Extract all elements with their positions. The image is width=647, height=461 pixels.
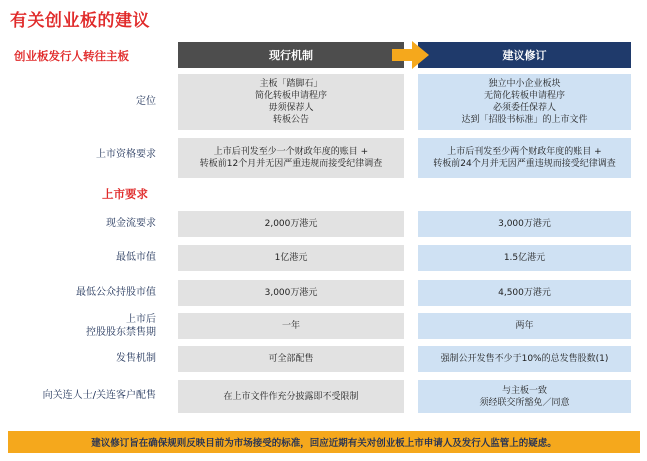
cell-current-offering-mechanism: 可全部配售 — [178, 346, 404, 372]
row-label-offering-mechanism: 发售机制 — [116, 353, 156, 364]
cell-proposed-eligibility: 上市后刊发至少两个财政年度的账目 + 转板前24个月并无因严重违规而接受纪律调查 — [418, 138, 631, 178]
row-label-eligibility: 上市资格要求 — [96, 149, 156, 160]
cell-current-cash-flow: 2,000万港元 — [178, 211, 404, 237]
row-label-positioning: 定位 — [136, 96, 156, 107]
header-current-mechanism: 现行机制 — [178, 42, 404, 68]
row-label-cash-flow: 现金流要求 — [106, 218, 156, 229]
page-title: 有关创业板的建议 — [10, 11, 150, 31]
cell-proposed-public-float: 4,500万港元 — [418, 280, 631, 306]
arrow-right-icon — [392, 40, 430, 70]
cell-proposed-min-market-cap: 1.5亿港元 — [418, 245, 631, 271]
row-label-public-float: 最低公众持股市值 — [76, 287, 156, 298]
cell-proposed-connected-placement: 与主板一致 须经联交所豁免／同意 — [418, 380, 631, 413]
row-label-connected-placement: 向关连人士/关连客户配售 — [42, 390, 156, 401]
section-subtitle: 创业板发行人转往主板 — [14, 49, 129, 63]
cell-current-eligibility: 上市后刊发至少一个财政年度的账目 + 转板前12个月并无因严重违规而接受纪律调查 — [178, 138, 404, 178]
footer-note: 建议修订旨在确保规则反映目前为市场接受的标准，回应近期有关对创业板上市申请人及发行人监管上的疑虑。 — [8, 431, 640, 453]
cell-current-lockup-period: 一年 — [178, 313, 404, 339]
cell-proposed-cash-flow: 3,000万港元 — [418, 211, 631, 237]
row-label-lockup-period: 上市后 控股股东禁售期 — [86, 314, 156, 338]
cell-proposed-offering-mechanism: 强制公开发售不少于10%的总发售股数(1) — [418, 346, 631, 372]
cell-proposed-lockup-period: 两年 — [418, 313, 631, 339]
cell-current-min-market-cap: 1亿港元 — [178, 245, 404, 271]
cell-current-positioning: 主板「踏脚石」 简化转板申请程序 毋须保荐人 转板公告 — [178, 74, 404, 130]
cell-proposed-positioning: 独立中小企业板块 无简化转板申请程序 必须委任保荐人 达到「招股书标准」的上市文件 — [418, 74, 631, 130]
section-heading-listing-requirements: 上市要求 — [102, 187, 148, 201]
cell-current-connected-placement: 在上市文件作充分披露即不受限制 — [178, 380, 404, 413]
cell-current-public-float: 3,000万港元 — [178, 280, 404, 306]
header-proposed-changes: 建议修订 — [418, 42, 631, 68]
row-label-min-market-cap: 最低市值 — [116, 252, 156, 263]
